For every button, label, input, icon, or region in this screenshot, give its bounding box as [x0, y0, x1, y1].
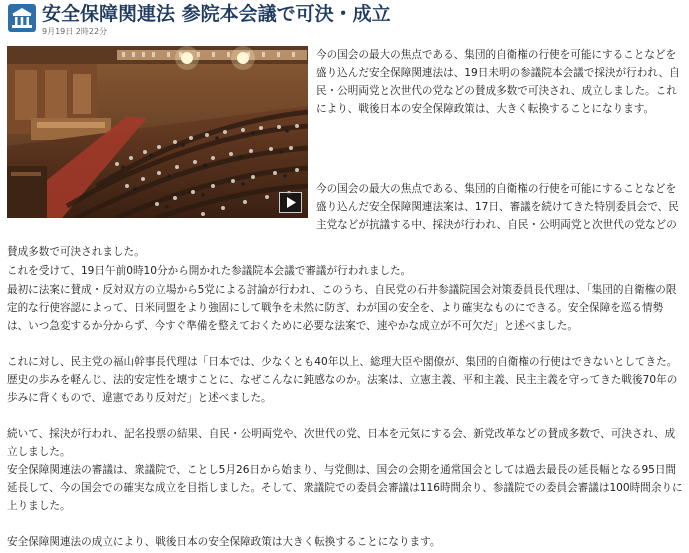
video-play-button[interactable]: [279, 192, 302, 213]
article-paragraph-5: これに対し、民主党の福山幹事長代理は「日本では、少なくとも40年以上、総理大臣や閣僚が、集団的自衛権の行使はできないとしてきた。歴史の歩みを軽んじ、法的安定性を壊すことに、なぜこんなに鈍感なのか。法案は、立憲主義、平和主義、民主主義を守ってきた戦後70年の歩みに背くもので、違憲であり反対だ」と述べました。: [7, 356, 678, 405]
article-paragraph-3: これを受けて、19日午前0時10分から開かれた参議院本会議で審議が行われました。: [7, 265, 412, 277]
article-title: 安全保障関連法 参院本会議で可決・成立: [42, 3, 391, 25]
article-paragraph-1: 今の国会の最大の焦点である、集団的自衛権の行使を可能にすることなどを盛り込んだ安全保障関連法は、19日未明の参議院本会議で採決が行われ、自民・公明両党と次世代の党などの賛成多数で可決され、成立しました。これにより、戦後日本の安全保障政策は、大きく転換することになります。: [316, 49, 680, 116]
play-icon: [280, 193, 301, 212]
article-paragraph-4: 最初に法案に賛成・反対双方の立場から5党による討論が行われ、このうち、自民党の石井参議院国会対策委員長代理は、「集団的自衛権の限定的な行使容認によって、日米同盟をより強固にして戦争を未然に防ぎ、わが国の安全を、より確実なものにできる。安全保障を巡る情勢は、いつ急変するか分からず、今すぐ準備を整えておくために必要な法案で、速やかな成立が不可欠だ」と述べました。: [7, 284, 677, 333]
article-paragraph-7: 安全保障関連法の審議は、衆議院で、ことし5月26日から始まり、与党側は、国会の会期を通常国会としては過去最長の延長幅となる95日間延長して、今の国会での確実な成立を目指しました。そして、衆議院での委員会審議は116時間余り、参議院での委員会審議は100時間余りに上りました。: [7, 464, 683, 513]
article-header: [0, 0, 689, 38]
politics-building-icon: [8, 4, 36, 32]
article-paragraph-2-wrap: 今の国会の最大の焦点である、集団的自衛権の行使を可能にすることなどを盛り込んだ安全保障関連法案は、17日、審議を続けてきた特別委員会で、民主党などが抗議する中、採決が行われ、自民・公明両党と次世代の党などの: [316, 183, 679, 232]
news-photo: [7, 46, 308, 218]
article-paragraph-8: 安全保障関連法の成立により、戦後日本の安全保障政策は大きく転換することになります。: [7, 536, 441, 548]
article-paragraph-2-tail: 賛成多数で可決されました。: [7, 246, 145, 258]
article-timestamp: 9月19日 2時22分: [42, 27, 108, 36]
article-paragraph-6: 続いて、採決が行われ、記名投票の結果、自民・公明両党や、次世代の党、日本を元気にする会、新党改革などの賛成多数で、可決され、成立しました。: [7, 428, 676, 459]
